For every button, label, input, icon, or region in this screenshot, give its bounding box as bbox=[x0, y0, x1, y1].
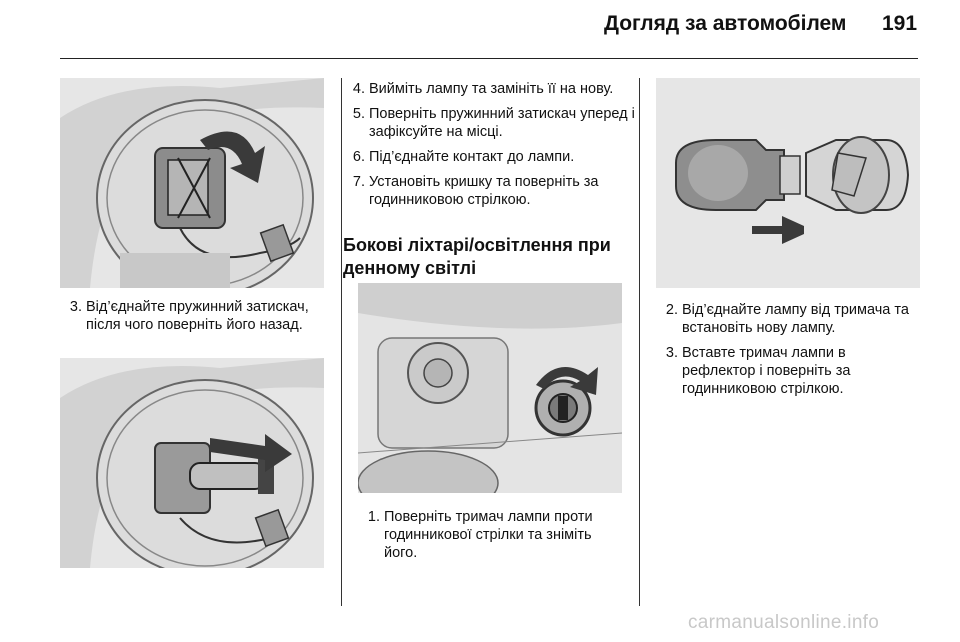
step-number: 3. bbox=[665, 345, 678, 361]
step-number: 6. bbox=[352, 149, 365, 165]
step-item bbox=[60, 298, 328, 334]
step-number: 4. bbox=[352, 81, 365, 97]
step-text: Від’єднайте пружинний затискач, після чого поверніть його назад. bbox=[86, 299, 309, 333]
page-number: 191 bbox=[882, 12, 918, 35]
step-item bbox=[656, 344, 922, 398]
step-item bbox=[343, 148, 635, 166]
step-item bbox=[358, 508, 628, 562]
step-text: Установіть кришку та поверніть за годинниковою стрілкою. bbox=[369, 174, 599, 208]
bulb-holder-photo bbox=[656, 78, 920, 288]
middle-steps-list-top bbox=[343, 80, 635, 216]
step-item bbox=[343, 173, 635, 209]
step-item bbox=[343, 105, 635, 141]
step-number: 7. bbox=[352, 174, 365, 190]
right-steps-list bbox=[656, 301, 922, 405]
step-item bbox=[656, 301, 922, 337]
column-divider-right bbox=[639, 78, 640, 606]
step-number: 5. bbox=[352, 106, 365, 122]
left-steps-list bbox=[60, 298, 328, 341]
step-item bbox=[343, 80, 635, 98]
column-divider-left bbox=[341, 78, 342, 606]
step-number: 1. bbox=[367, 509, 380, 525]
section-heading: Бокові ліхтарі/освітлення при денному світлі bbox=[343, 235, 611, 278]
step-text: Від’єднайте лампу від тримача та встановіть нову лампу. bbox=[682, 302, 909, 336]
middle-steps-list-bottom bbox=[358, 508, 628, 569]
step-text: Поверніть пружинний затискач уперед і зафіксуйте на місці. bbox=[369, 106, 635, 140]
watermark: carmanualsonline.info bbox=[688, 612, 880, 633]
step-number: 3. bbox=[69, 299, 82, 315]
step-text: Поверніть тримач лампи проти годинникової стрілки та зніміть його. bbox=[384, 509, 593, 561]
step-number: 2. bbox=[665, 302, 678, 318]
step-text: Вийміть лампу та замініть її на нову. bbox=[369, 81, 614, 97]
headlamp-clip-photo bbox=[60, 78, 324, 288]
page-title: Догляд за автомобілем bbox=[604, 12, 847, 35]
step-text: Вставте тримач лампи в рефлектор і поверніть за годинниковою стрілкою. bbox=[682, 345, 851, 397]
step-text: Під’єднайте контакт до лампи. bbox=[369, 149, 575, 165]
side-light-photo bbox=[358, 283, 622, 493]
header-divider bbox=[60, 58, 918, 59]
headlamp-bulb-photo bbox=[60, 358, 324, 568]
